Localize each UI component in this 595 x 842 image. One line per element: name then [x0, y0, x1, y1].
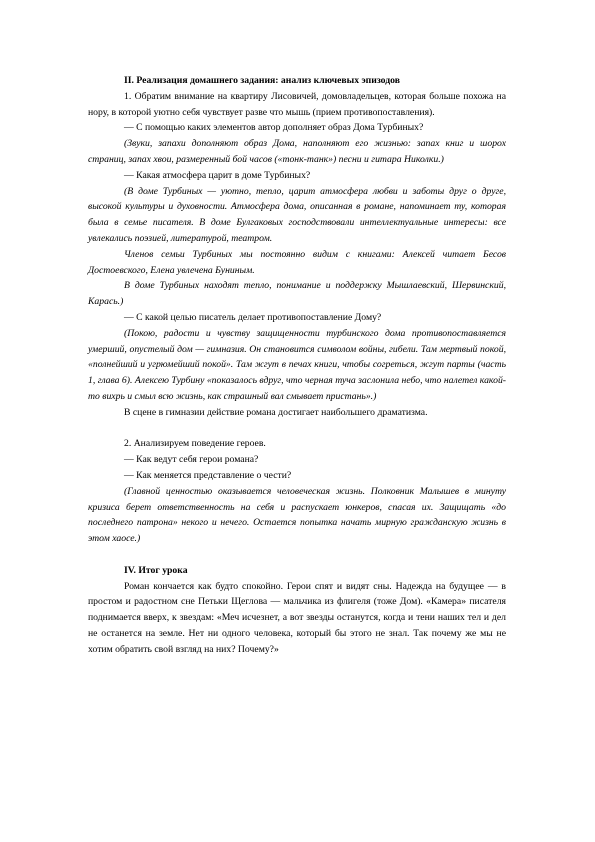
- blank-line: [88, 421, 506, 437]
- question: — С помощью каких элементов автор дополняет образ Дома Турбиных?: [124, 122, 424, 134]
- paragraph: 1. Обратим внимание на квартиру Лисовичей, домовладельцев, которая больше похожа на нору, в которой уютно себя чувствует разве что мышь (прием противопоставления).: [88, 90, 506, 118]
- blank-line: [88, 547, 506, 563]
- answer: (В доме Турбиных — уютно, тепло, царит атмосфера любви и заботы друг о друге, высокой культуры и духовности. Атмосфера дома, описанная в романе, напоминает ту, которая была в семье писателя. В доме Булгаковых господствовали интеллектуальные интересы: все увлекались поэзией, литературой, театром.: [88, 185, 506, 244]
- question: — Как меняется представление о чести?: [124, 469, 292, 481]
- answer: (Главной ценностью оказывается человеческая жизнь. Полковник Малышев в минуту кризиса берет ответственность на себя и распускает юнкеров, спасая их. Защищать «до последнего патрона» некого и нечего. Остается попытка начать мирную гражданскую жизнь в этом хаосе.): [88, 485, 506, 545]
- question: — С какой целью писатель делает противопоставление Дому?: [124, 311, 382, 323]
- section-heading: IV. Итог урока: [124, 564, 188, 576]
- question: — Как ведут себя герои романа?: [124, 454, 259, 466]
- paragraph: Роман кончается как будто спокойно. Герои спят и видят сны. Надежда на будущее — в простом и радостном сне Петьки Щеглова — мальчика из флигеля (тоже Дом). «Камера» писателя поднимается вверх, к звездам: «Меч исчезнет, а вот звезды останутся, когда и тени наших тел и дел не останется на земле. Нет ни одного человека, который бы этого не знал. Так почему же мы не хотим обратить свой взгляд на них? Почему?»: [88, 580, 506, 655]
- paragraph: 2. Анализируем поведение героев.: [124, 438, 266, 450]
- paragraph: В сцене в гимназии действие романа достигает наибольшего драматизма.: [124, 406, 428, 418]
- answer: Членов семьи Турбиных мы постоянно видим с книгами: Алексей читает Бесов Достоевского, Елена увлечена Буниным.: [88, 248, 506, 276]
- question: — Какая атмосфера царит в доме Турбиных?: [124, 169, 311, 181]
- document-body: [88, 73, 506, 657]
- section-heading: II. Реализация домашнего задания: анализ ключевых эпизодов: [124, 75, 400, 86]
- answer: (Звуки, запахи дополняют образ Дома, наполняют его жизнью: запах книг и шорох страниц, запах хвои, размеренный бой часов («тонк-танк») песни и гитара Николки.): [88, 138, 506, 165]
- answer: (Покою, радости и чувству защищенности турбинского дома противопоставляется умерший, опустелый дом — гимназия. Он становится символом войны, гибели. Там мертвый покой, «полнейший и угрюмейший покой». Там жгут в печах книги, чтобы согреться, жгут парты (часть 1, глава 6). Алексею Турбину «показалось вдруг, что черная туча заслонила небо, что налетел какой-то вихрь и смыл всю жизнь, как страшный вал смывает пристань».): [88, 327, 507, 402]
- answer: В доме Турбиных находят тепло, понимание и поддержку Мышлаевский, Шервинский, Карась.): [88, 280, 506, 308]
